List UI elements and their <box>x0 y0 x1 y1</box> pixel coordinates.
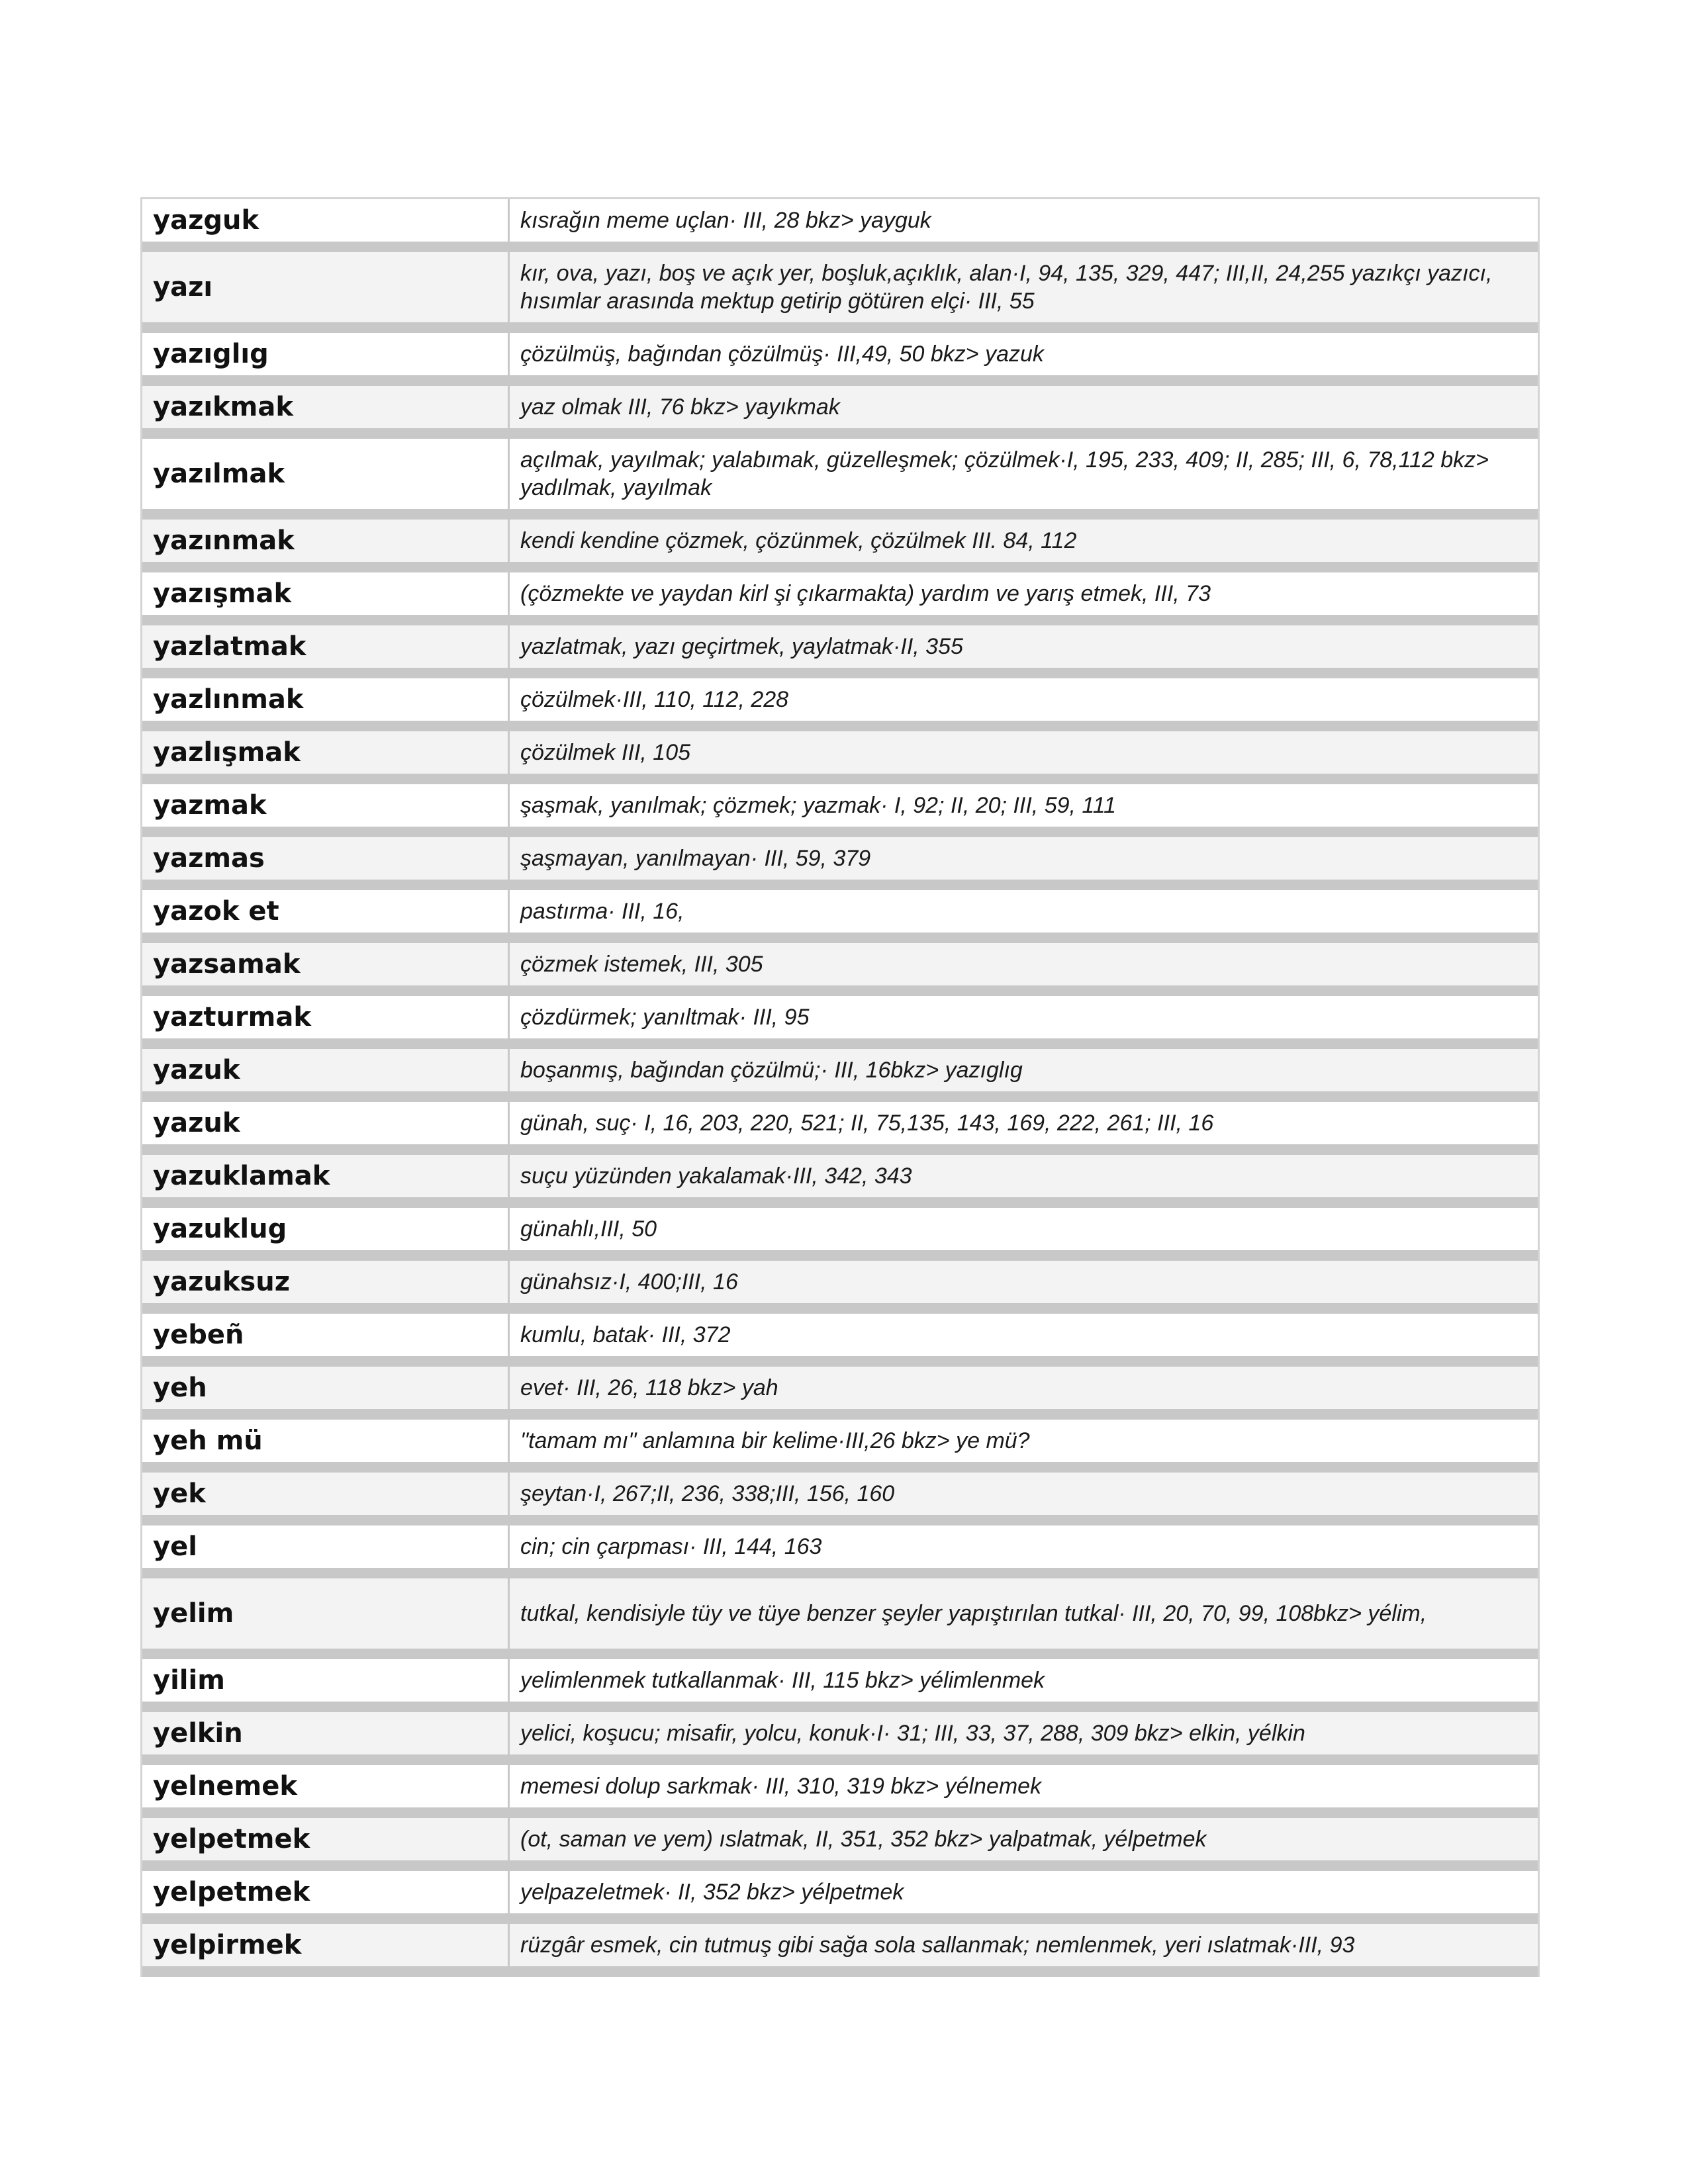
definition-cell: (çözmekte ve yaydan kirl şi çıkarmakta) yardım ve yarış etmek, III, 73 <box>510 572 1538 615</box>
table-row <box>142 1765 1538 1818</box>
term-cell: yelnemek <box>142 1765 510 1807</box>
table-row <box>142 1818 1538 1871</box>
definition-cell: çözülmek·III, 110, 112, 228 <box>510 678 1538 721</box>
table-row <box>142 572 1538 625</box>
term-cell: yazturmak <box>142 996 510 1038</box>
definition-cell: şaşmayan, yanılmayan· III, 59, 379 <box>510 837 1538 880</box>
table-row <box>142 678 1538 731</box>
table-row <box>142 1924 1538 1977</box>
definition-cell: günahlı,III, 50 <box>510 1208 1538 1250</box>
definition-cell: boşanmış, bağından çözülmü;· III, 16bkz> yazıglıg <box>510 1049 1538 1091</box>
table-row <box>142 1659 1538 1712</box>
table-row <box>142 1473 1538 1525</box>
definition-cell: yelici, koşucu; misafir, yolcu, konuk·I· 31; III, 33, 37, 288, 309 bkz> elkin, yélkin <box>510 1712 1538 1754</box>
definition-cell: günahsız·I, 400;III, 16 <box>510 1261 1538 1303</box>
term-cell: yebeñ <box>142 1314 510 1356</box>
table-row <box>142 1314 1538 1367</box>
definition-cell: rüzgâr esmek, cin tutmuş gibi sağa sola sallanmak; nemlenmek, yeri ıslatmak·III, 93 <box>510 1924 1538 1966</box>
definition-cell: tutkal, kendisiyle tüy ve tüye benzer şeyler yapıştırılan tutkal· III, 20, 70, 99, 108bkz> yélim, <box>510 1578 1538 1649</box>
definition-cell: yelpazeletmek· II, 352 bkz> yélpetmek <box>510 1871 1538 1913</box>
term-cell: yel <box>142 1525 510 1568</box>
term-cell: yelpetmek <box>142 1871 510 1913</box>
term-cell: yazı <box>142 252 510 322</box>
term-cell: yazılmak <box>142 439 510 509</box>
definition-cell: şaşmak, yanılmak; çözmek; yazmak· I, 92; II, 20; III, 59, 111 <box>510 784 1538 827</box>
term-cell: yazıglıg <box>142 333 510 375</box>
term-cell: yelpetmek <box>142 1818 510 1860</box>
definition-cell: çözdürmek; yanıltmak· III, 95 <box>510 996 1538 1038</box>
table-row <box>142 520 1538 572</box>
term-cell: yazuksuz <box>142 1261 510 1303</box>
table-row <box>142 199 1538 252</box>
definition-cell: yazlatmak, yazı geçirtmek, yaylatmak·II, 355 <box>510 625 1538 668</box>
term-cell: yazok et <box>142 890 510 933</box>
definition-cell: kır, ova, yazı, boş ve açık yer, boşluk,açıklık, alan·I, 94, 135, 329, 447; III,II, 24,255 yazıkçı yazıcı, hısımlar arasında mektup getirip götüren elçi· III, 55 <box>510 252 1538 322</box>
table-row <box>142 1208 1538 1261</box>
definition-cell: (ot, saman ve yem) ıslatmak, II, 351, 352 bkz> yalpatmak, yélpetmek <box>510 1818 1538 1860</box>
term-cell: yazlınmak <box>142 678 510 721</box>
term-cell: yeh mü <box>142 1420 510 1462</box>
table-row <box>142 996 1538 1049</box>
term-cell: yazlatmak <box>142 625 510 668</box>
table-row <box>142 731 1538 784</box>
table-row <box>142 1871 1538 1924</box>
definition-cell: kumlu, batak· III, 372 <box>510 1314 1538 1356</box>
definition-cell: evet· III, 26, 118 bkz> yah <box>510 1367 1538 1409</box>
table-row <box>142 784 1538 837</box>
table-row <box>142 1261 1538 1314</box>
table-row <box>142 625 1538 678</box>
table-row <box>142 837 1538 890</box>
glossary-table <box>140 197 1540 1977</box>
definition-cell: "tamam mı" anlamına bir kelime·III,26 bkz> ye mü? <box>510 1420 1538 1462</box>
term-cell: yelpirmek <box>142 1924 510 1966</box>
term-cell: yeh <box>142 1367 510 1409</box>
term-cell: yazınmak <box>142 520 510 562</box>
term-cell: yazuk <box>142 1102 510 1144</box>
definition-cell: yelimlenmek tutkallanmak· III, 115 bkz> yélimlenmek <box>510 1659 1538 1702</box>
table-row <box>142 1155 1538 1208</box>
term-cell: yelim <box>142 1578 510 1649</box>
term-cell: yazıkmak <box>142 386 510 428</box>
term-cell: yelkin <box>142 1712 510 1754</box>
definition-cell: çözmek istemek, III, 305 <box>510 943 1538 985</box>
definition-cell: kısrağın meme uçlan· III, 28 bkz> yayguk <box>510 199 1538 242</box>
table-row <box>142 333 1538 386</box>
term-cell: yek <box>142 1473 510 1515</box>
table-row <box>142 1712 1538 1765</box>
table-row <box>142 1102 1538 1155</box>
table-row <box>142 386 1538 439</box>
term-cell: yazmas <box>142 837 510 880</box>
definition-cell: kendi kendine çözmek, çözünmek, çözülmek III. 84, 112 <box>510 520 1538 562</box>
definition-cell: açılmak, yayılmak; yalabımak, güzelleşmek; çözülmek·I, 195, 233, 409; II, 285; III, 6, 78,112 bkz> yadılmak, yayılmak <box>510 439 1538 509</box>
term-cell: yazsamak <box>142 943 510 985</box>
table-row <box>142 1049 1538 1102</box>
table-row <box>142 1578 1538 1659</box>
definition-cell: memesi dolup sarkmak· III, 310, 319 bkz> yélnemek <box>510 1765 1538 1807</box>
term-cell: yazuklamak <box>142 1155 510 1197</box>
term-cell: yilim <box>142 1659 510 1702</box>
definition-cell: yaz olmak III, 76 bkz> yayıkmak <box>510 386 1538 428</box>
term-cell: yazuk <box>142 1049 510 1091</box>
term-cell: yazuklug <box>142 1208 510 1250</box>
table-row <box>142 890 1538 943</box>
term-cell: yazmak <box>142 784 510 827</box>
definition-cell: çözülmek III, 105 <box>510 731 1538 774</box>
definition-cell: cin; cin çarpması· III, 144, 163 <box>510 1525 1538 1568</box>
definition-cell: günah, suç· I, 16, 203, 220, 521; II, 75,135, 143, 169, 222, 261; III, 16 <box>510 1102 1538 1144</box>
definition-cell: pastırma· III, 16, <box>510 890 1538 933</box>
term-cell: yazışmak <box>142 572 510 615</box>
term-cell: yazguk <box>142 199 510 242</box>
term-cell: yazlışmak <box>142 731 510 774</box>
table-row <box>142 1367 1538 1420</box>
table-row <box>142 1420 1538 1473</box>
table-row <box>142 439 1538 520</box>
definition-cell: çözülmüş, bağından çözülmüş· III,49, 50 bkz> yazuk <box>510 333 1538 375</box>
definition-cell: suçu yüzünden yakalamak·III, 342, 343 <box>510 1155 1538 1197</box>
table-row <box>142 943 1538 996</box>
definition-cell: şeytan·I, 267;II, 236, 338;III, 156, 160 <box>510 1473 1538 1515</box>
table-row <box>142 252 1538 333</box>
table-row <box>142 1525 1538 1578</box>
